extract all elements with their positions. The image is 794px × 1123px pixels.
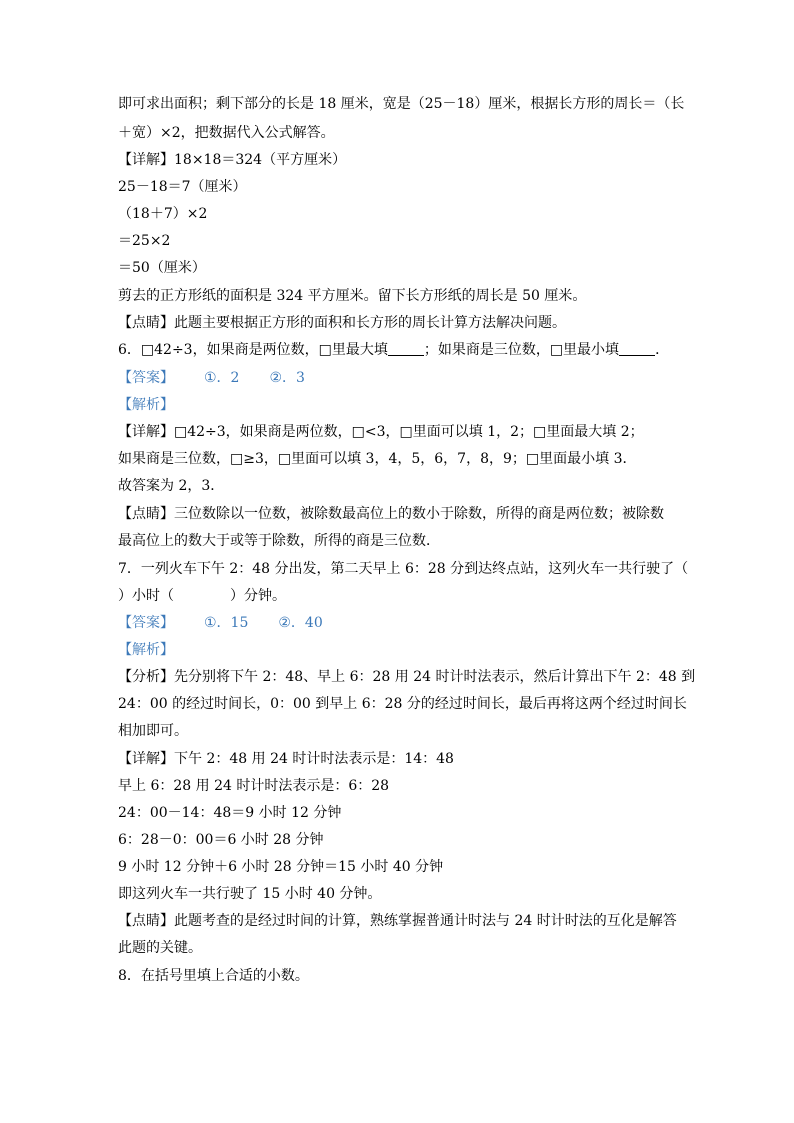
tip-line: 【点睛】三位数除以一位数，被除数最高位上的数小于除数，所得的商是两位数；被除数 (118, 506, 664, 522)
detail-line: 【详解】18×18＝324（平方厘米） (118, 152, 347, 168)
analysis-tag: 【解析】 (118, 642, 174, 658)
question-7-continued (118, 586, 286, 606)
answer-tag: 【答案】 (118, 370, 174, 386)
detail-line: 24：00－14：48＝9 小时 12 分钟 (118, 805, 342, 821)
calc-line: （18＋7）×2 (118, 206, 208, 222)
text-line: ＋宽）×2，把数据代入公式解答。 (118, 125, 335, 141)
question-6-part1: 6．□42÷3，如果商是两位数，□里最大填 (118, 342, 388, 358)
tip-line: 【点睛】此题主要根据正方形的面积和长方形的周长计算方法解决问题。 (118, 315, 566, 331)
answer-line (118, 613, 323, 633)
tip-line: 此题的关键。 (118, 940, 202, 956)
tip-line: 【点睛】此题考查的是经过时间的计算，熟练掌握普通计时法与 24 时计时法的互化是解答 (118, 913, 677, 929)
detail-line: 即这列火车一共行驶了 15 小时 40 分钟。 (118, 886, 382, 902)
analysis-tag: 【解析】 (118, 397, 174, 413)
answer-2: ②．40 (278, 615, 323, 631)
text-line: 即可求出面积；剩下部分的长是 18 厘米，宽是（25－18）厘米，根据长方形的周长＝（长 (118, 96, 685, 112)
detail-line: 6：28－0：00＝6 小时 28 分钟 (118, 832, 324, 848)
detail-line: 【详解】□42÷3，如果商是两位数，□<3，□里面可以填 1，2；□里面最大填 2； (118, 424, 644, 440)
conclusion-line: 剪去的正方形纸的面积是 324 平方厘米。留下长方形纸的周长是 50 厘米。 (118, 288, 587, 304)
answer-tag: 【答案】 (118, 615, 174, 631)
answer-line (118, 368, 305, 388)
answer-2: ②．3 (269, 370, 305, 386)
question-7-part: ）小时（ (118, 588, 174, 604)
detail-line: 【详解】下午 2：48 用 24 时计时法表示是：14：48 (118, 751, 454, 767)
answer-1: ①．2 (204, 370, 240, 386)
calc-line: ＝50（厘米） (118, 260, 206, 276)
tip-line: 最高位上的数大于或等于除数，所得的商是三位数． (118, 533, 440, 549)
answer-1: ①．15 (204, 615, 249, 631)
question-7-part: ）分钟。 (230, 588, 286, 604)
analysis-line: 【分析】先分别将下午 2：48、早上 6：28 用 24 时计时法表示，然后计算出下午 2：48 到 (118, 669, 696, 685)
question-6-part2: ；如果商是三位数，□里最小填 (423, 342, 620, 358)
detail-line: 早上 6：28 用 24 时计时法表示是：6：28 (118, 778, 390, 794)
question-6 (118, 340, 669, 360)
answer-blank (388, 341, 424, 356)
calc-line: ＝25×2 (118, 233, 171, 249)
question-7: 7．一列火车下午 2：48 分出发，第二天早上 6：28 分到达终点站，这列火车一共行驶了（ (118, 561, 689, 577)
detail-line: 9 小时 12 分钟＋6 小时 28 分钟＝15 小时 40 分钟 (118, 859, 444, 875)
question-8: 8．在括号里填上合适的小数。 (118, 968, 309, 984)
detail-line: 故答案为 2，3． (118, 478, 225, 494)
analysis-line: 相加即可。 (118, 723, 188, 739)
question-6-part3: ． (655, 342, 670, 358)
calc-line: 25－18＝7（厘米） (118, 179, 247, 195)
answer-blank (619, 341, 655, 356)
analysis-line: 24：00 的经过时间长，0：00 到早上 6：28 分的经过时间长，最后再将这两个经过时间长 (118, 696, 687, 712)
detail-line: 如果商是三位数，□≥3，□里面可以填 3，4，5，6，7，8，9；□里面最小填 3． (118, 451, 637, 467)
